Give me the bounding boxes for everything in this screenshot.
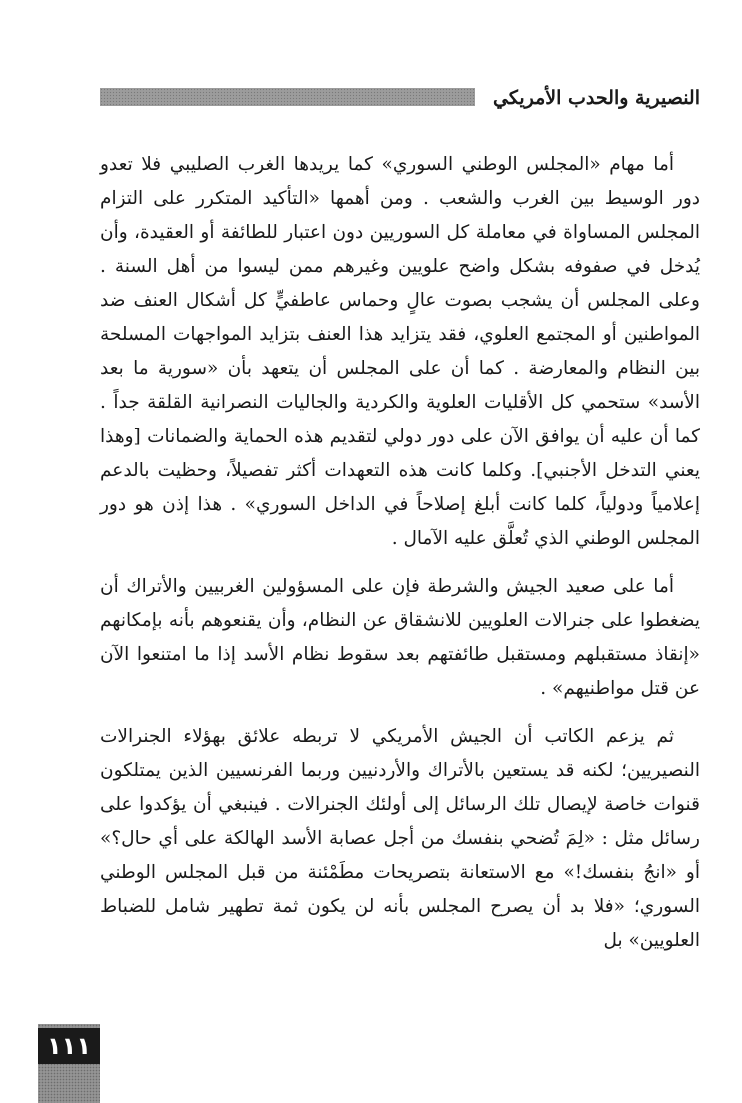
header-title: النصيرية والحدب الأمريكي xyxy=(493,87,700,109)
paragraph-2: أما على صعيد الجيش والشرطة فإن على المسؤولين الغربيين والأتراك أن يضغطوا على جنرالات العلويين للانشقاق عن النظام، وأن يقنعوهم بأنه بإمكانهم «إنقاذ مستقبلهم ومستقبل طائفتهم بعد سقوط نظام الأسد إذا ما امتنعوا الآن عن قتل مواطنيهم» . xyxy=(100,576,700,699)
paragraph-1: أما مهام «المجلس الوطني السوري» كما يريدها الغرب الصليبي فلا تعدو دور الوسيط بين الغرب والشعب . ومن أهمها «التأكيد المتكرر على التزام المجلس المساواة في معاملة كل السوريين دون اعتبار للطائفة أو العقيدة، وأن يُدخل في صفوفه بشكل واضح علويين وغيرهم ممن ليسوا من أهل السنة . وعلى المجلس أن يشجب بصوت عالٍ وحماس عاطفيٍّ كل أشكال العنف ضد المواطنين أو المجتمع العلوي، فقد يتزايد هذا العنف بتزايد المواجهات المسلحة بين النظام والمعارضة . كما أن على المجلس أن يتعهد بأن «سورية ما بعد الأسد» ستحمي كل الأقليات العلوية والكردية والجاليات النصرانية القلقة جداً . كما أن عليه أن يوافق الآن على دور دولي لتقديم هذه الحماية والضمانات [وهذا يعني التدخل الأجنبي]. وكلما كانت هذه التعهدات أكثر تفصيلاً، وحظيت بالدعم إعلامياً ودولياً، كلما كانت أبلغ إصلاحاً في الداخل السوري» . هذا إذن هو دور المجلس الوطني الذي تُعلَّق عليه الآمال . xyxy=(100,154,700,549)
page-number: ١١١ xyxy=(38,1028,100,1064)
page-number-box xyxy=(38,1024,100,1103)
body-text xyxy=(100,148,700,972)
paragraph-3: ثم يزعم الكاتب أن الجيش الأمريكي لا تربطه علائق بهؤلاء الجنرالات النصيريين؛ لكنه قد يستعين بالأتراك والأردنيين وربما الفرنسيين الذين يمتلكون قنوات خاصة لإيصال تلك الرسائل إلى أولئك الجنرالات . فينبغي أن يؤكدوا على رسائل مثل : «لِمَ تُضحي بنفسك من أجل عصابة الأسد الهالكة على أي حال؟» أو «انجُ بنفسك!» مع الاستعانة بتصريحات مطَمْئنة من قبل المجلس الوطني السوري؛ «فلا بد أن يصرح المجلس بأنه لن يكون ثمة تطهير شامل للضباط العلويين» بل xyxy=(100,726,700,951)
header-decorative-bar xyxy=(100,88,475,106)
running-header xyxy=(100,84,700,112)
